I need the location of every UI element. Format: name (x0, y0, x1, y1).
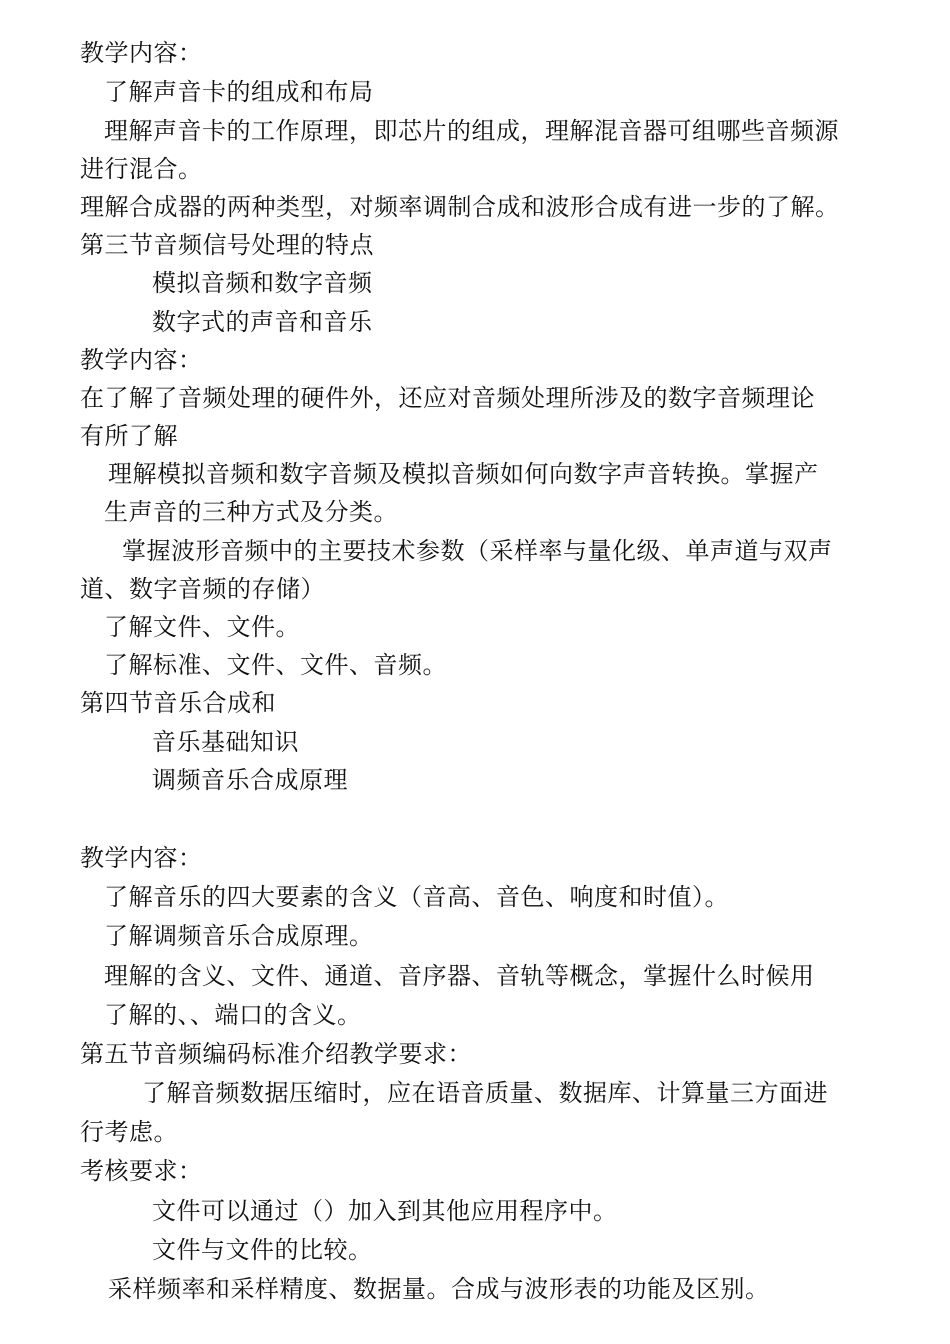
paragraph-line: 在了解了音频处理的硬件外，还应对音频处理所涉及的数字音频理论 (80, 384, 815, 412)
paragraph-line: 了解文件、文件。 (104, 613, 300, 641)
paragraph-line: 理解的含义、文件、通道、音序器、音轨等概念，掌握什么时候用 (104, 962, 815, 990)
heading-teaching-content: 教学内容： (80, 844, 203, 872)
paragraph-line: 有所了解 (80, 422, 178, 450)
paragraph-line: 生声音的三种方式及分类。 (104, 498, 398, 526)
paragraph-line: 了解调频音乐合成原理。 (104, 922, 374, 950)
paragraph-line: 了解声音卡的组成和布局 (104, 78, 374, 106)
section-heading: 第五节音频编码标准介绍教学要求： (80, 1040, 472, 1068)
paragraph-line: 理解合成器的两种类型，对频率调制合成和波形合成有进一步的了解。 (80, 193, 840, 221)
assessment-item: 文件与文件的比较。 (152, 1236, 373, 1264)
heading-teaching-content: 教学内容： (80, 346, 203, 374)
subsection-item: 调频音乐合成原理 (152, 766, 348, 794)
section-heading: 第三节音频信号处理的特点 (80, 231, 374, 259)
paragraph-line: 理解模拟音频和数字音频及模拟音频如何向数字声音转换。掌握产 (108, 460, 819, 488)
assessment-item: 采样频率和采样精度、数据量。合成与波形表的功能及区别。 (108, 1275, 770, 1303)
subsection-item: 数字式的声音和音乐 (152, 308, 373, 336)
paragraph-line: 进行混合。 (80, 155, 203, 183)
paragraph-line: 了解音乐的四大要素的含义（音高、音色、响度和时值）。 (104, 883, 729, 911)
subsection-item: 模拟音频和数字音频 (152, 269, 373, 297)
paragraph-line: 了解的、、端口的含义。 (104, 1001, 362, 1029)
paragraph-line: 行考虑。 (80, 1118, 178, 1146)
paragraph-line: 了解音频数据压缩时，应在语音质量、数据库、计算量三方面进 (142, 1079, 828, 1107)
assessment-item: 文件可以通过（）加入到其他应用程序中。 (152, 1197, 618, 1225)
paragraph-line: 掌握波形音频中的主要技术参数（采样率与量化级、单声道与双声 (122, 537, 833, 565)
paragraph-line: 道、数字音频的存储） (80, 575, 325, 603)
paragraph-line: 了解标准、文件、文件、音频。 (104, 651, 447, 679)
section-heading: 第四节音乐合成和 (80, 689, 276, 717)
heading-teaching-content: 教学内容： (80, 39, 203, 67)
heading-assessment-requirements: 考核要求： (80, 1157, 203, 1185)
paragraph-line: 理解声音卡的工作原理，即芯片的组成，理解混音器可组哪些音频源 (104, 117, 839, 145)
subsection-item: 音乐基础知识 (152, 728, 299, 756)
